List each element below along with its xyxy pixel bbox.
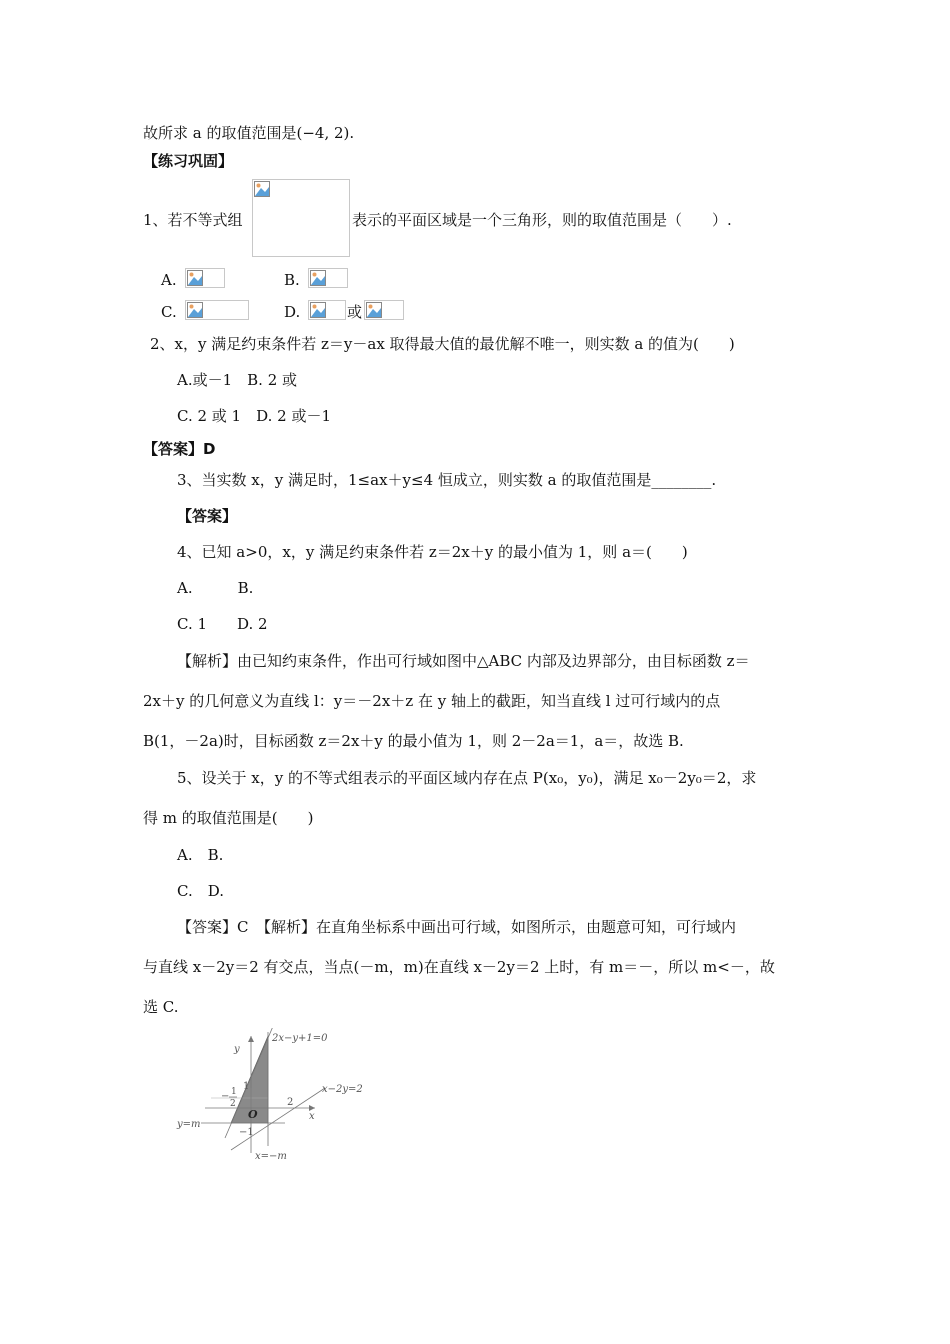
q1-option-b: B. [284, 271, 300, 289]
tick-label-2: 2 [287, 1097, 294, 1108]
tick-label-neg-half-sign: − [221, 1091, 230, 1102]
q4-options-ab: A. B. [177, 579, 254, 597]
q1-option-c-image [185, 300, 249, 320]
q1-option-a: A. [161, 271, 177, 289]
q1-system-image [252, 179, 350, 257]
tick-label-1: 1 [243, 1081, 250, 1092]
label-y-axis: y [234, 1044, 240, 1055]
q5-analysis-line-1: 【答案】C 【解析】在直角坐标系中画出可行域，如图所示，由题意可知，可行域内 [177, 918, 736, 936]
q4-analysis-line-1: 【解析】由已知约束条件，作出可行域如图中△ABC 内部及边界部分，由目标函数 z＝ [177, 652, 750, 670]
label-x-axis: x [309, 1111, 315, 1122]
q5-text-line-2: 得 m 的取值范围是( ) [143, 809, 314, 827]
q3-answer: 【答案】 [177, 507, 238, 525]
q1-option-d: D. [284, 303, 301, 321]
broken-image-icon [366, 302, 382, 318]
broken-image-icon [254, 181, 270, 197]
q1-option-d-or: 或 [347, 303, 363, 321]
q1-option-a-image [185, 268, 225, 288]
tick-label-neg-half-den: 2 [230, 1099, 236, 1109]
feasible-region-figure [175, 1028, 385, 1163]
q5-options-ab: A. B. [177, 846, 224, 864]
q1-option-d-image-1 [308, 300, 346, 320]
q1-option-c: C. [161, 303, 177, 321]
q4-analysis-line-3: B(1，－2a)时，目标函数 z＝2x＋y 的最小值为 1，则 2－2a＝1，a＝，故选 B. [143, 732, 684, 750]
tick-label-neg-half-num: 1 [231, 1087, 237, 1097]
label-x-equals-neg-m: x=−m [255, 1151, 287, 1162]
tick-label-neg-1: −1 [239, 1127, 254, 1138]
q2-options-cd: C. 2 或 1 D. 2 或－1 [177, 407, 331, 425]
q1-suffix: 表示的平面区域是一个三角形，则的取值范围是（ ）. [352, 211, 732, 229]
q1-option-b-image [308, 268, 348, 288]
q4-options-cd: C. 1 D. 2 [177, 615, 268, 633]
q1-option-d-image-2 [364, 300, 404, 320]
q5-text-line-1: 5、设关于 x，y 的不等式组表示的平面区域内存在点 P(x₀，y₀)，满足 x₀－2y₀＝2，求 [177, 769, 757, 787]
broken-image-icon [310, 270, 326, 286]
q2-text: 2、x，y 满足约束条件若 z＝y－ax 取得最大值的最优解不唯一，则实数 a 的值为( ) [150, 335, 735, 353]
q3-text: 3、当实数 x，y 满足时，1≤ax＋y≤4 恒成立，则实数 a 的取值范围是________. [177, 471, 717, 489]
label-line-2x-y: 2x−y+1=0 [272, 1033, 328, 1044]
section-title: 【练习巩固】 [143, 152, 234, 170]
label-origin: O [248, 1108, 258, 1121]
broken-image-icon [187, 302, 203, 318]
conclusion-line: 故所求 a 的取值范围是(−4, 2). [143, 124, 355, 142]
broken-image-icon [310, 302, 326, 318]
q5-analysis-line-2: 与直线 x－2y＝2 有交点，当点(－m，m)在直线 x－2y＝2 上时，有 m＝－，所以 m<－，故 [143, 958, 775, 976]
q2-answer: 【答案】D [143, 440, 216, 458]
label-y-equals-m: y=m [177, 1119, 201, 1130]
q1-prefix: 1、若不等式组 [143, 211, 243, 229]
q4-text: 4、已知 a>0，x，y 满足约束条件若 z＝2x＋y 的最小值为 1，则 a＝( ) [177, 543, 688, 561]
q2-options-ab: A.或－1 B. 2 或 [177, 371, 298, 389]
q5-analysis-line-3: 选 C. [143, 998, 179, 1016]
label-line-x-2y: x−2y=2 [322, 1084, 363, 1095]
y-axis-arrow [248, 1036, 254, 1042]
broken-image-icon [187, 270, 203, 286]
q4-analysis-line-2: 2x＋y 的几何意义为直线 l：y＝－2x＋z 在 y 轴上的截距，知当直线 l 过可行域内的点 [143, 692, 721, 710]
q5-options-cd: C. D. [177, 882, 224, 900]
